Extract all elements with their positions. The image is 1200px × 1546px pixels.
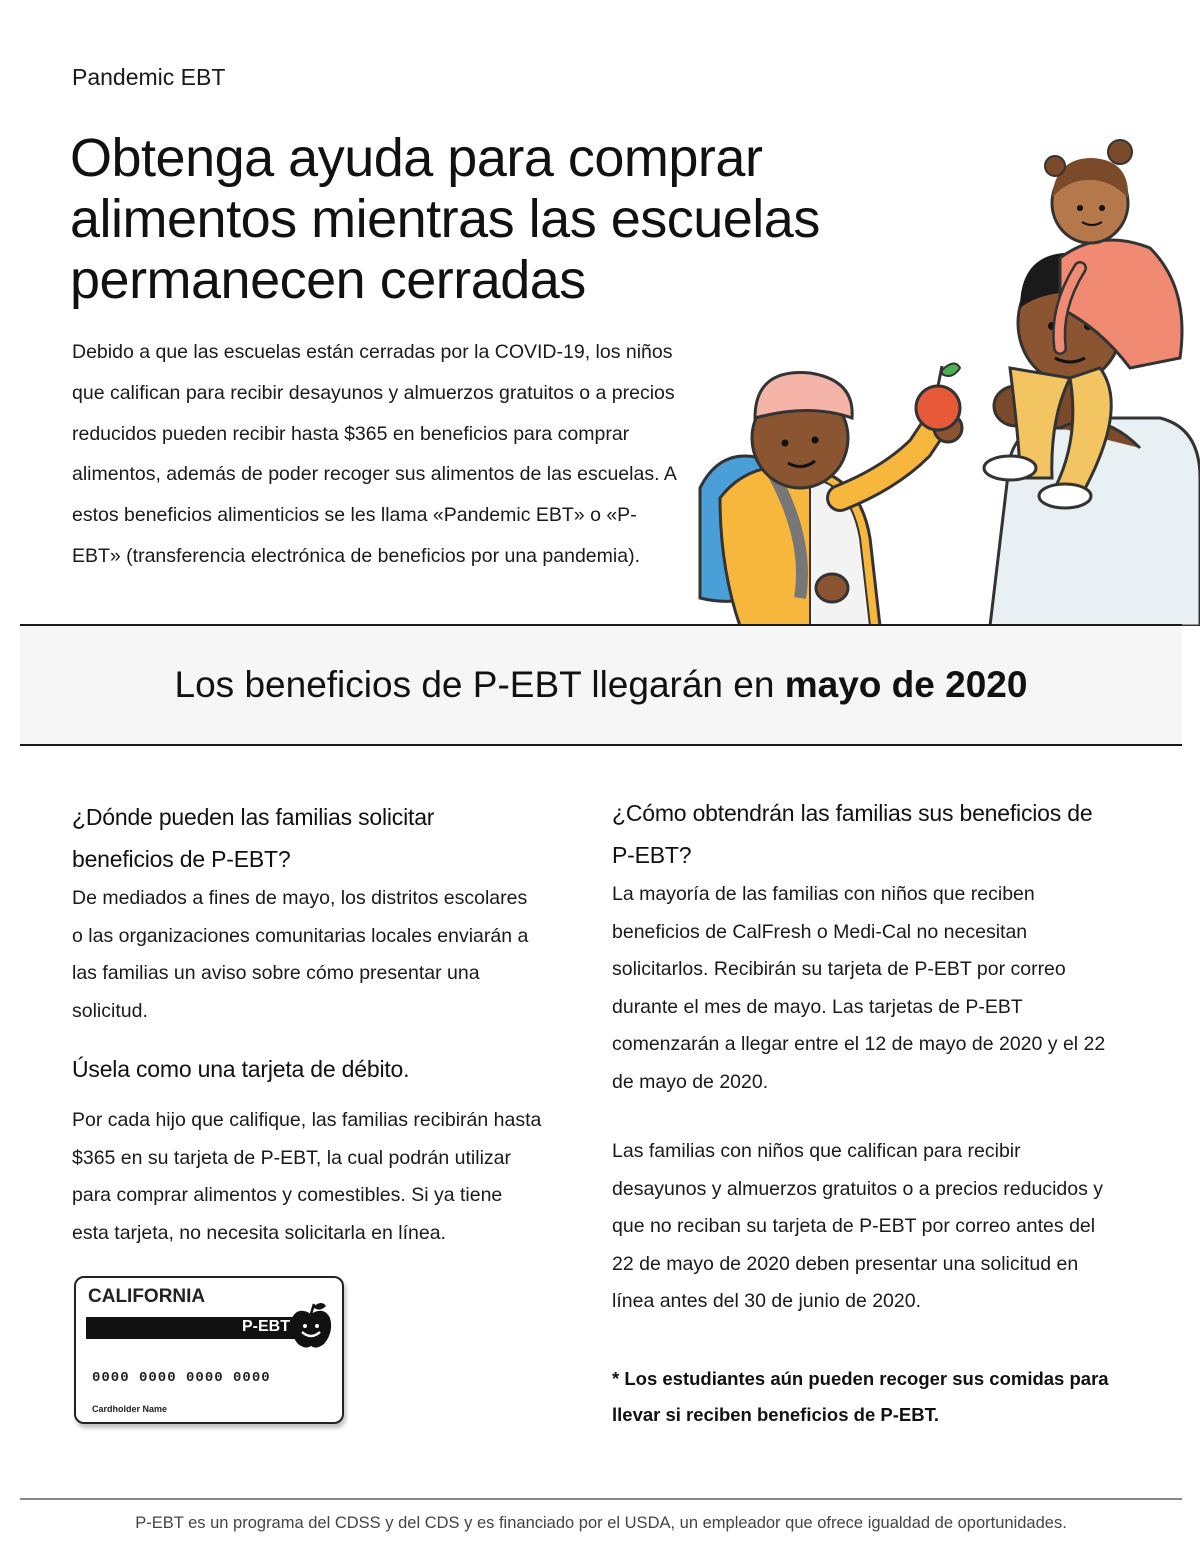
intro-paragraph: Debido a que las escuelas están cerradas por la COVID-19, los niños que califican para recibir desayunos y almuerzos gratuitos o a precios reducidos pueden recibir hasta $365 en beneficios para comprar alimentos, además de poder recoger sus alimentos de las escuelas. A estos beneficios alimenticios se les llama «Pandemic EBT» o «P-EBT» (transferencia electrónica de beneficios por una pandemia). [72,341,676,567]
debit-card-heading: Úsela como una tarjeta de débito. [72,1056,410,1082]
arrival-banner [20,624,1182,746]
apply-online-text: Las familias con niños que califican para recibir desayunos y almuerzos gratuitos o a precios reducidos y que no reciban su tarjeta de P-EBT por correo antes del 22 de mayo de 2020 deben presentar una solicitud en línea antes del 30 de junio de 2020. [612,1140,1104,1312]
footer-text: P-EBT es un programa del CDSS y del CDS y es financiado por el USDA, un empleador que ofrece igualdad de oportunidades. [135,1514,1067,1532]
how-to-get-text: La mayoría de las familias con niños que reciben beneficios de CalFresh o Medi-Cal no necesitan solicitarlos. Recibirán su tarjeta de P-EBT por correo durante el mes de mayo. Las tarjetas de P-EBT comenzarán a llegar entre el 12 de mayo de 2020 y el 22 de mayo de 2020. [612,883,1106,1093]
banner-date: mayo de 2020 [784,664,1028,705]
banner-text-main: Los beneficios de P-EBT llegarán en [174,664,785,705]
right-column [612,792,1112,1433]
where-to-apply-heading: ¿Dónde pueden las familias solicitar beneficios de P-EBT? [72,804,435,872]
family-illustration [660,118,1200,626]
apple-smile-icon [288,1300,334,1350]
footer-divider [20,1498,1182,1500]
card-strip [86,1317,296,1339]
card-number: 0000 0000 0000 0000 [92,1370,271,1386]
card-holder-name: Cardholder Name [92,1404,168,1414]
page-title: Obtenga ayuda para comprar alimentos mientras las escuelas permanecen cerradas [70,128,820,310]
where-to-apply-text: De mediados a fines de mayo, los distritos escolares o las organizaciones comunitarias locales enviarán a las familias un aviso sobre cómo presentar una solicitud. [72,887,529,1022]
banner-text [175,664,1028,706]
program-kicker: Pandemic EBT [72,64,226,90]
how-to-get-heading: ¿Cómo obtendrán las familias sus beneficios de P-EBT? [612,800,1093,868]
debit-card-text: Por cada hijo que califique, las familias recibirán hasta $365 en su tarjeta de P-EBT, la cual podrán utilizar para comprar alimentos y comestibles. Si ya tiene esta tarjeta, no necesita solicitarla en línea. [72,1109,542,1244]
left-column [72,796,542,1252]
meals-note: * Los estudiantes aún pueden recoger sus comidas para llevar si reciben beneficios de P-EBT. [612,1367,1109,1425]
card-brand: P-EBT [242,1318,290,1335]
card-state: CALIFORNIA [88,1286,206,1307]
pebt-card-image [74,1276,344,1424]
